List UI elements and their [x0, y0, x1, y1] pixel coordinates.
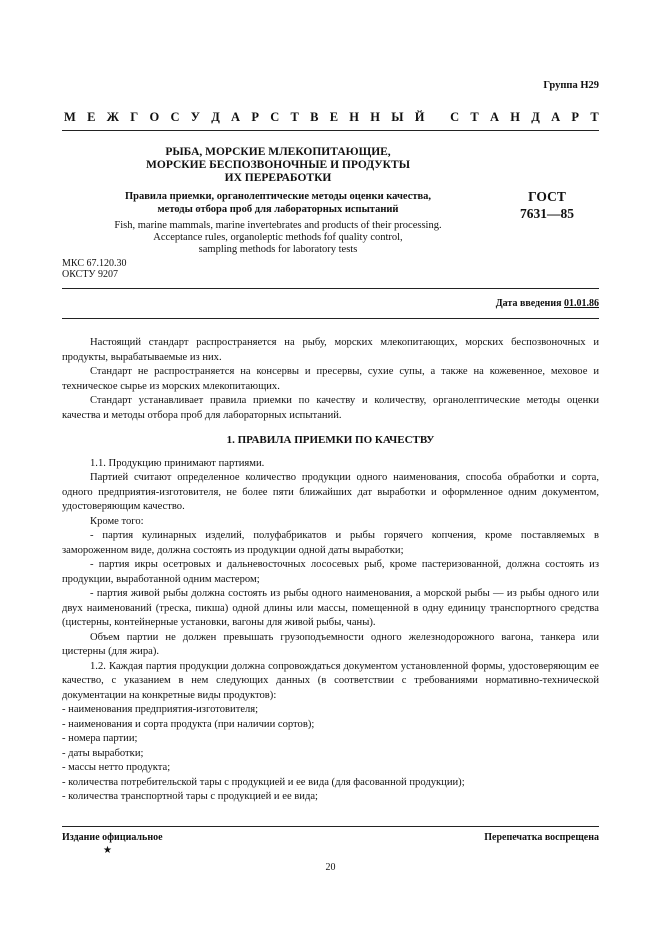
date-rule [62, 318, 599, 319]
english-title-line-2: Acceptance rules, organoleptic methods fof quality control, [153, 232, 403, 243]
batch-definition: Партией считают определенное количество продукции одного наименования, способа обработки и сорта, одного предприятия-изготовителя, не более пяти ближайших дат выработки и оформленное одним документом, удостоверяющим качество. [62, 472, 599, 512]
gost-code: 7631—85 [520, 206, 574, 221]
banner-letter: Т [590, 110, 599, 124]
codes-rule [62, 288, 599, 289]
banner-letter [436, 110, 439, 125]
banner-letter: С [270, 110, 280, 124]
culinary-batch: - партия кулинарных изделий, полуфабрикатов и рыбы горячего копчения, кроме поставляемых в замороженном виде, должна состоять из продукции одной даты выработки; [62, 530, 599, 556]
banner-letter: Ы [391, 110, 404, 124]
page-number: 20 [325, 862, 336, 873]
clause-1-1: 1.1. Продукцию принимают партиями. [90, 457, 265, 469]
subtitle-line-2: методы отбора проб для лабораторных испытаний [157, 204, 399, 215]
english-title-line-3: sampling methods for laboratory tests [198, 244, 358, 255]
banner-letter: А [551, 110, 561, 124]
subtitle [78, 190, 478, 216]
intro-paragraph-2: Стандарт не распространяется на консервы и пресервы, сухие супы, а также на кожевенное, меховое и техническое сырье из морских млекопитающих. [62, 366, 599, 392]
top-rule [62, 130, 599, 131]
intro-paragraph-1: Настоящий стандарт распространяется на рыбу, морских млекопитающих, морских беспозвоночных и продукты, вырабатываемые из них. [62, 337, 599, 363]
gost-label: ГОСТ [528, 189, 566, 204]
banner-letter: Н [349, 110, 360, 124]
banner-letter: Р [251, 110, 259, 124]
list-item: - количества потребительской тары с продукцией и ее вида (для фасованной продукции); [62, 776, 465, 788]
effective-date-label: Дата введения [495, 298, 562, 309]
caviar-batch: - партия икры осетровых и дальневосточных лососевых рыб, кроме пастеризованной, должна состоять из продукции, выработанной одним мастером; [62, 559, 599, 585]
batch-volume: Объем партии не должен превышать грузоподъемности одного железнодорожного вагона, танкера или цистерны (для жира). [62, 631, 599, 657]
classification-codes [62, 258, 126, 280]
banner-letter: У [190, 110, 200, 124]
clause-1-2: 1.2. Каждая партия продукции должна сопровождаться документом установленной формы, удостоверяющим ее качество, с указанием в нем следующих данных (в соответствии с требованиями нормативно-технической документации на конкретные виды продуктов): [62, 660, 599, 701]
subtitle-line-1: Правила приемки, органолептические методы оценки качества, [124, 191, 432, 202]
english-title-line-1: Fish, marine mammals, marine invertebrates and products of their processing. [114, 220, 442, 231]
banner-letter: В [310, 110, 319, 124]
banner-letter: Н [510, 110, 521, 124]
banner-letter: Р [571, 110, 580, 124]
banner-letter: Е [329, 110, 339, 124]
star-icon: ★ [103, 845, 112, 856]
banner-letter: С [450, 110, 460, 124]
banner-letter: Й [414, 110, 425, 124]
title-block [78, 146, 478, 256]
intro-paragraph-3: Стандарт устанавливает правила приемки по качеству и количеству, органолептические методы оценки качества и методы отбора проб для лабораторных испытаний. [62, 395, 599, 421]
list-item: - номера партии; [62, 733, 138, 744]
document-body [62, 336, 599, 805]
group-code: Группа Н29 [543, 80, 599, 91]
section-heading: 1. ПРАВИЛА ПРИЕМКИ ПО КАЧЕСТВУ [226, 434, 435, 446]
live-fish-batch: - партия живой рыбы должна состоять из рыбы одного наименования, а морской рыбы — из рыбы одного или двух наименований (треска, пикша) одной длины или массы, помещенной в одну единицу транспортного средства (цистерны, контейнерные установки, вагоны для живой рыбы, чаны). [62, 588, 599, 628]
banner-letter: А [490, 110, 500, 124]
besides-label: Кроме того: [90, 515, 144, 527]
list-item: - количества транспортной тары с продукцией и ее вида; [62, 791, 319, 802]
okstu-code: ОКСТУ 9207 [62, 269, 119, 280]
banner-letter: С [170, 110, 180, 124]
gost-number [504, 188, 590, 222]
banner-letter: Ж [106, 110, 120, 124]
english-title [78, 220, 478, 256]
official-edition: Издание официальное [62, 832, 163, 843]
banner-letter: Г [130, 110, 139, 124]
banner-letter: Т [290, 110, 299, 124]
list-item: - наименования и сорта продукта (при наличии сортов); [62, 718, 315, 730]
list-item: - массы нетто продукта; [62, 762, 171, 773]
reprint-prohibited: Перепечатка воспрещена [484, 832, 599, 843]
list-item: - даты выработки; [62, 747, 144, 759]
banner-letter: А [231, 110, 241, 124]
effective-date [496, 298, 599, 309]
banner-letter: Е [87, 110, 96, 124]
interstate-standard-banner [64, 110, 599, 125]
banner-letter: О [149, 110, 160, 124]
mks-code: МКС 67.120.30 [62, 258, 127, 269]
title-line-1: РЫБА, МОРСКИЕ МЛЕКОПИТАЮЩИЕ, [165, 146, 391, 158]
banner-letter: Н [370, 110, 380, 124]
title-line-2: МОРСКИЕ БЕСПОЗВОНОЧНЫЕ И ПРОДУКТЫ [146, 159, 410, 171]
list-item: - наименования предприятия-изготовителя; [62, 704, 259, 715]
title-line-3: ИХ ПЕРЕРАБОТКИ [224, 172, 332, 184]
banner-letter: Д [211, 110, 220, 124]
banner-letter: Т [470, 110, 479, 124]
effective-date-value: 01.01.86 [564, 298, 599, 309]
banner-letter: Д [531, 110, 540, 124]
banner-letter: М [64, 110, 76, 124]
footer-rule [62, 826, 599, 827]
